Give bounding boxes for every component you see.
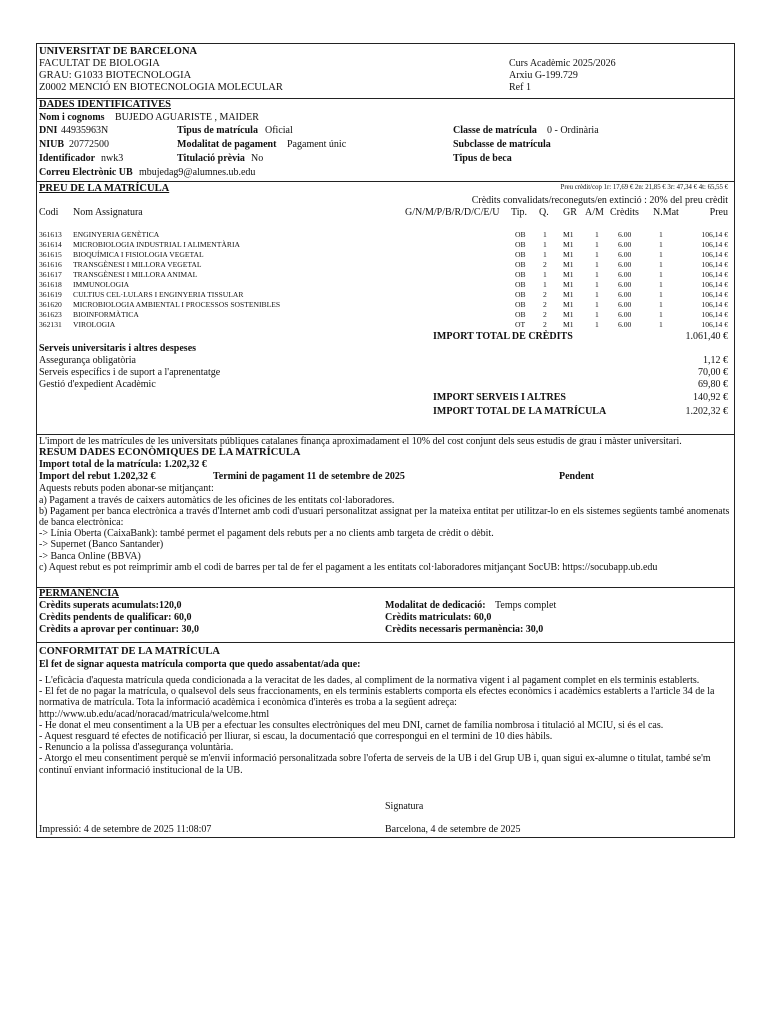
cell-gr: M1 — [563, 270, 574, 279]
email-label: Correu Electrònic UB — [39, 167, 133, 178]
faculty-name: FACULTAT DE BIOLOGIA — [39, 58, 160, 69]
cell-credits: 6.00 — [618, 270, 632, 279]
cell-q: 1 — [543, 270, 547, 279]
table-row — [37, 250, 734, 260]
total-matricula-label: IMPORT TOTAL DE LA MATRÍCULA — [433, 406, 607, 417]
email-value: mbujedag9@alumnes.ub.edu — [139, 167, 256, 178]
table-row — [37, 280, 734, 290]
cell-credits: 6.00 — [618, 320, 632, 329]
conformity-line: - L'eficàcia d'aquesta matrícula queda condicionada a la veracitat de les dades, al compliment de la normativa vigent i al pagament complet en els terminis establerts. — [39, 675, 700, 686]
cell-preu: 106,14 € — [701, 250, 728, 259]
identification-section — [37, 98, 734, 181]
col-tip: Tip. — [511, 207, 528, 218]
cell-q: 2 — [543, 310, 547, 319]
section-title: CONFORMITAT DE LA MATRÍCULA — [39, 646, 220, 657]
cell-nmat: 1 — [659, 300, 663, 309]
receipt-row — [39, 471, 732, 483]
dni-label: DNI — [39, 125, 58, 136]
cell-preu: 106,14 € — [701, 280, 728, 289]
total-serveis-label: IMPORT SERVEIS I ALTRES — [433, 392, 566, 403]
cell-nmat: 1 — [659, 280, 663, 289]
col-preu: Preu — [709, 207, 728, 218]
cell-nmat: 1 — [659, 320, 663, 329]
cell-preu: 106,14 € — [701, 300, 728, 309]
credits-to-pass: Crèdits a aprovar per continuar: 30,0 — [39, 624, 199, 635]
conformity-subtitle: El fet de signar aquesta matrícula comporta que quedo assabentat/ada que: — [39, 659, 361, 670]
payment-info-line: -> Línia Oberta (CaixaBank): també permet el pagament dels rebuts per a no clients amb targeta de crèdit o dèbit. — [39, 528, 494, 540]
cell-am: 1 — [595, 240, 599, 249]
cell-gr: M1 — [563, 260, 574, 269]
col-flags: G/N/M/P/B/R/D/C/E/U — [405, 207, 500, 218]
cell-preu: 106,14 € — [701, 270, 728, 279]
cell-tip: OB — [515, 270, 526, 279]
table-row — [37, 300, 734, 310]
convalidats-note: Crèdits convalidats/reconeguts/en extinció : 20% del preu crèdit — [471, 195, 728, 206]
cell-nom: MICROBIOLOGIA AMBIENTAL I PROCESSOS SOSTENIBLES — [73, 300, 281, 309]
service-label: Gestió d'expedient Acadèmic — [39, 379, 156, 390]
table-row — [37, 290, 734, 300]
credits-pending: Crèdits pendents de qualificar: 60,0 — [39, 612, 192, 623]
cell-am: 1 — [595, 320, 599, 329]
cell-gr: M1 — [563, 290, 574, 299]
identificador-value: nwk3 — [101, 153, 124, 164]
cell-credits: 6.00 — [618, 300, 632, 309]
conformity-line: - He donat el meu consentiment a la UB per a efectuar les consultes electròniques del meu DNI, carnet de família nombrosa i titulació al MCIU, si és el cas. — [39, 719, 664, 731]
cell-nom: BIOQUÍMICA I FISIOLOGIA VEGETAL — [73, 250, 204, 259]
payment-status: Pendent — [559, 471, 594, 483]
cell-credits: 6.00 — [618, 310, 632, 319]
cell-codi: 361620 — [39, 300, 62, 309]
cell-q: 2 — [543, 290, 547, 299]
mention-name: Z0002 MENCIÓ EN BIOTECNOLOGIA MOLECULAR — [39, 82, 283, 93]
cell-credits: 6.00 — [618, 240, 632, 249]
enrollment-document — [36, 43, 735, 838]
service-label: Serveis específics i de suport a l'aprenentatge — [39, 367, 221, 378]
service-row — [37, 379, 734, 391]
degree-name: GRAU: G1033 BIOTECNOLOGIA — [39, 70, 192, 81]
cell-preu: 106,14 € — [701, 310, 728, 319]
total-serveis-amount: 140,92 € — [693, 392, 728, 403]
service-amount: 1,12 € — [703, 355, 728, 366]
table-row — [37, 320, 734, 330]
cell-nmat: 1 — [659, 290, 663, 299]
col-q: Q. — [539, 207, 549, 218]
conformity-section — [37, 642, 734, 837]
payment-info-line: Aquests rebuts poden abonar-se mitjançant: — [39, 483, 214, 495]
cell-codi: 361615 — [39, 250, 62, 259]
cell-codi: 362131 — [39, 320, 62, 329]
dni-value: 44935963N — [61, 125, 109, 136]
section-title: PREU DE LA MATRÍCULA — [39, 183, 170, 194]
service-amount: 69,80 € — [698, 379, 728, 390]
cell-codi: 361613 — [39, 230, 62, 239]
cell-preu: 106,14 € — [701, 230, 728, 239]
total-credits-amount: 1.061,40 € — [685, 331, 728, 342]
cell-am: 1 — [595, 260, 599, 269]
cell-nom: BIOINFORMÀTICA — [73, 310, 139, 319]
cell-q: 1 — [543, 230, 547, 239]
cell-nom: ENGINYERIA GENÈTICA — [73, 230, 160, 239]
cell-preu: 106,14 € — [701, 260, 728, 269]
cell-tip: OT — [515, 320, 526, 329]
cell-tip: OB — [515, 280, 526, 289]
cell-am: 1 — [595, 270, 599, 279]
cell-nmat: 1 — [659, 260, 663, 269]
cell-tip: OB — [515, 310, 526, 319]
total-credits-label: IMPORT TOTAL DE CRÈDITS — [433, 331, 573, 342]
subclasse-label: Subclasse de matrícula — [453, 139, 551, 150]
price-per-credit: Preu crèdit/cop 1r: 17,69 € 2n: 21,85 € 3r: 47,34 € 4t: 65,55 € — [560, 184, 728, 191]
conformity-line: - Renuncio a la polissa d'assegurança voluntària. — [39, 742, 234, 754]
credits-required: Crèdits necessaris permanència: 30,0 — [385, 624, 544, 635]
beca-label: Tipus de beca — [453, 153, 512, 164]
cell-nom: VIROLOGIA — [73, 320, 116, 329]
classe-value: 0 - Ordinària — [547, 125, 599, 136]
dedication-label: Modalitat de dedicació: — [385, 600, 486, 611]
cell-credits: 6.00 — [618, 290, 632, 299]
col-codi: Codi — [39, 207, 59, 218]
niub-label: NIUB — [39, 139, 65, 150]
cell-am: 1 — [595, 250, 599, 259]
dedication-value: Temps complet — [495, 600, 557, 611]
cell-gr: M1 — [563, 320, 574, 329]
name-label: Nom i cognoms — [39, 112, 105, 123]
credits-enrolled: Crèdits matriculats: 60,0 — [385, 612, 492, 623]
cell-gr: M1 — [563, 300, 574, 309]
cell-gr: M1 — [563, 230, 574, 239]
cell-tip: OB — [515, 300, 526, 309]
receipt-amount: Import del rebut 1.202,32 € — [39, 471, 156, 483]
conformity-url: http://www.ub.edu/acad/noracad/matricula/welcome.html — [39, 708, 270, 720]
conformity-line: - El fet de no pagar la matrícula, o qualsevol dels seus fraccionaments, en els terminis establerts comporta els efectes econòmics i acadèmics establerts a l'article 34 de la normativa de matrícula. Tota la informació acadèmica i econòmica d'interès es troba a la següent adreça: — [39, 686, 715, 709]
titulacio-label: Titulació prèvia — [177, 153, 245, 164]
modalitat-label: Modalitat de pagament — [177, 139, 277, 150]
cell-tip: OB — [515, 290, 526, 299]
classe-label: Classe de matrícula — [453, 125, 537, 136]
subjects-table-body — [37, 230, 734, 330]
reference: Ref 1 — [509, 82, 531, 93]
section-title: PERMANÈNCIA — [39, 588, 119, 599]
cell-nmat: 1 — [659, 310, 663, 319]
cell-preu: 106,14 € — [701, 290, 728, 299]
cell-tip: OB — [515, 250, 526, 259]
place-date: Barcelona, 4 de setembre de 2025 — [385, 824, 521, 835]
cell-preu: 106,14 € — [701, 320, 728, 329]
cell-nmat: 1 — [659, 240, 663, 249]
cell-q: 2 — [543, 260, 547, 269]
section-title: RESUM DADES ECONÒMIQUES DE LA MATRÍCULA — [39, 447, 301, 459]
cell-gr: M1 — [563, 310, 574, 319]
cell-gr: M1 — [563, 280, 574, 289]
funding-note: L'import de les matrícules de les universitats públiques catalanes finança aproximadament el 10% del cost conjunt dels seus estudis de grau i màster universitari. — [39, 436, 682, 447]
cell-nom: IMMUNOLOGIA — [73, 280, 130, 289]
identificador-label: Identificador — [39, 153, 96, 164]
cell-credits: 6.00 — [618, 250, 632, 259]
cell-credits: 6.00 — [618, 230, 632, 239]
col-am: A/M — [585, 207, 604, 218]
cell-codi: 361619 — [39, 290, 62, 299]
cell-q: 1 — [543, 280, 547, 289]
price-section — [37, 181, 734, 434]
print-timestamp: Impressió: 4 de setembre de 2025 11:08:07 — [39, 824, 212, 835]
service-row — [37, 355, 734, 367]
cell-credits: 6.00 — [618, 260, 632, 269]
cell-am: 1 — [595, 280, 599, 289]
tipus-value: Oficial — [265, 125, 293, 136]
conformity-line: - Atorgo el meu consentiment perquè se m'envii informació personalitzada sobre l'oferta de serveis de la UB i del Grup UB i, quan sigui ex-alumne o titulat, també se'm continuï enviant informació institucional de la UB. — [39, 753, 711, 776]
section-title: DADES IDENTIFICATIVES — [39, 99, 171, 110]
credits-passed: Crèdits superats acumulats:120,0 — [39, 600, 182, 611]
cell-nmat: 1 — [659, 270, 663, 279]
cell-q: 1 — [543, 250, 547, 259]
total-matricula-row — [37, 405, 734, 419]
economic-summary-section — [37, 434, 734, 587]
cell-preu: 106,14 € — [701, 240, 728, 249]
cell-gr: M1 — [563, 250, 574, 259]
cell-nom: MICROBIOLOGIA INDUSTRIAL I ALIMENTÀRIA — [73, 240, 240, 249]
table-row — [37, 240, 734, 250]
total-amount: Import total de la matrícula: 1.202,32 € — [39, 459, 207, 471]
cell-am: 1 — [595, 310, 599, 319]
cell-am: 1 — [595, 230, 599, 239]
payment-info-line: c) Aquest rebut es pot reimprimir amb el codi de barres per tal de fer el pagament a les entitats col·laboradores mitjançant SocUB: https://socubapp.ub.edu — [39, 561, 658, 573]
cell-tip: OB — [515, 240, 526, 249]
col-nom: Nom Assignatura — [73, 207, 143, 218]
cell-codi: 361617 — [39, 270, 62, 279]
payment-info-line: -> Banca Online (BBVA) — [39, 550, 141, 562]
cell-tip: OB — [515, 230, 526, 239]
service-amount: 70,00 € — [698, 367, 728, 378]
tipus-label: Tipus de matrícula — [177, 125, 258, 136]
niub-value: 20772500 — [69, 139, 109, 150]
cell-q: 1 — [543, 240, 547, 249]
col-gr: GR — [563, 207, 577, 218]
service-label: Assegurança obligatòria — [39, 355, 136, 366]
cell-nom: TRANSGÈNESI I MILLORA ANIMAL — [73, 270, 198, 279]
cell-tip: OB — [515, 260, 526, 269]
modalitat-value: Pagament únic — [287, 139, 347, 150]
cell-codi: 361618 — [39, 280, 62, 289]
table-row — [37, 270, 734, 280]
total-serveis-row — [37, 391, 734, 405]
signature-label: Signatura — [385, 801, 424, 812]
cell-am: 1 — [595, 300, 599, 309]
table-row — [37, 260, 734, 270]
cell-codi: 361616 — [39, 260, 62, 269]
subjects-table-header — [37, 206, 734, 230]
col-credits: Crèdits — [610, 207, 639, 218]
payment-info-line: a) Pagament a través de caixers automàtics de les oficines de les entitats col·laboradores. — [39, 494, 395, 506]
document-header — [37, 44, 734, 98]
cell-codi: 361623 — [39, 310, 62, 319]
titulacio-value: No — [251, 153, 264, 164]
col-nmat: N.Mat — [653, 207, 679, 218]
cell-nmat: 1 — [659, 250, 663, 259]
cell-nom: CULTIUS CEL·LULARS I ENGINYERIA TISSULAR — [73, 290, 244, 299]
cell-nom: TRANSGÈNESI I MILLORA VEGETAL — [73, 260, 202, 269]
total-matricula-amount: 1.202,32 € — [685, 406, 728, 417]
permanence-section — [37, 587, 734, 642]
payment-deadline: Termini de pagament 11 de setembre de 2025 — [213, 471, 405, 483]
archive-number: Arxiu G-199.729 — [509, 70, 578, 81]
service-row — [37, 367, 734, 379]
student-name: BUJEDO AGUARISTE , MAIDER — [115, 112, 259, 123]
cell-am: 1 — [595, 290, 599, 299]
payment-info-line: -> Supernet (Banco Santander) — [39, 539, 164, 551]
conformity-line: - Aquest resguard té efectes de notificació per lliurar, si escau, la documentació que correspongui en el termini de 10 dies hàbils. — [39, 731, 553, 743]
cell-nmat: 1 — [659, 230, 663, 239]
serveis-title: Serveis universitaris i altres despeses — [39, 343, 197, 354]
academic-year: Curs Acadèmic 2025/2026 — [509, 58, 616, 69]
cell-codi: 361614 — [39, 240, 62, 249]
cell-credits: 6.00 — [618, 280, 632, 289]
table-row — [37, 230, 734, 240]
university-name: UNIVERSITAT DE BARCELONA — [39, 46, 198, 57]
cell-q: 2 — [543, 320, 547, 329]
total-credits-row — [37, 330, 734, 343]
cell-q: 2 — [543, 300, 547, 309]
cell-gr: M1 — [563, 240, 574, 249]
table-row — [37, 310, 734, 320]
payment-info-line: b) Pagament per banca electrònica a través d'Internet amb codi d'usuari personalitzat assignat per la mateixa entitat per utilitzar-lo en els sistemes següents també anomenats de banca electrònica: — [39, 505, 730, 529]
